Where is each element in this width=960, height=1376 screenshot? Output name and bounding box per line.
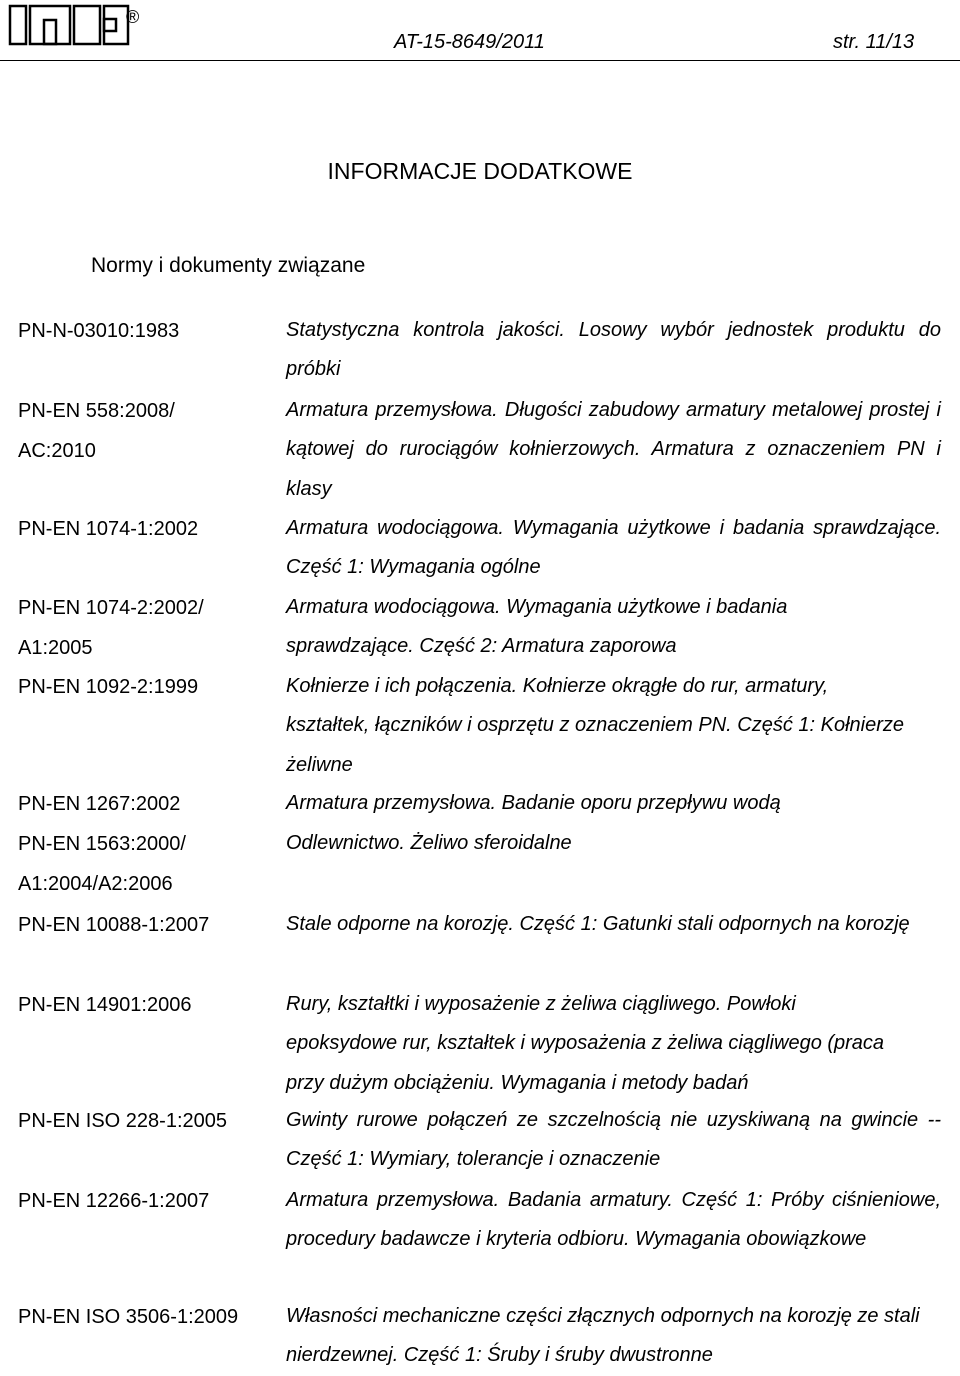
standard-code: PN-EN 14901:2006 — [18, 994, 192, 1016]
standard-title: Kołnierze i ich połączenia. Kołnierze okrągłe do rur, armatury, kształtek, łączników i osprzętu z oznaczeniem PN. Część 1: Kołnierze żeliwne — [286, 675, 905, 776]
standard-title: Statystyczna kontrola jakości. Losowy wybór jednostek produktu do próbki — [286, 319, 941, 381]
standard-title: Armatura przemysłowa. Długości zabudowy armatury metalowej prostej i kątowej do rurociągów kołnierzowych. Armatura z oznaczeniem PN i klasy — [286, 399, 941, 500]
standard-code: PN-EN 12266-1:2007 — [18, 1190, 210, 1212]
standard-title: Armatura przemysłowa. Badania armatury. Część 1: Próby ciśnieniowe, procedury badawcze i kryteria odbioru. Wymagania obowiązkowe — [286, 1189, 941, 1251]
itb-logo — [8, 2, 144, 48]
standard-title: Armatura przemysłowa. Badanie oporu przepływu wodą — [286, 792, 781, 814]
standard-code: PN-N-03010:1983 — [18, 320, 180, 342]
standard-code: PN-EN 1074-2:2002/ A1:2005 — [18, 597, 204, 659]
standard-title: Odlewnictwo. Żeliwo sferoidalne — [286, 832, 572, 854]
standard-code: PN-EN 1092-2:1999 — [18, 676, 199, 698]
page-title: INFORMACJE DODATKOWE — [327, 158, 633, 184]
standard-code: PN-EN 1074-1:2002 — [18, 518, 199, 540]
standard-code: PN-EN 558:2008/ AC:2010 — [18, 400, 175, 462]
standard-title: Gwinty rurowe połączeń ze szczelnością nie uzyskiwaną na gwincie -- Część 1: Wymiary, tolerancje i oznaczenie — [286, 1109, 941, 1171]
standard-code: PN-EN 1563:2000/ A1:2004/A2:2006 — [18, 833, 186, 895]
standard-title: Własności mechaniczne części złącznych odpornych na korozję ze stali nierdzewnej. Część 1: Śruby i śruby dwustronne — [286, 1305, 920, 1367]
standard-title: Armatura wodociągowa. Wymagania użytkowe i badania sprawdzające. Część 1: Wymagania ogólne — [286, 517, 941, 579]
registered-mark: ® — [126, 7, 140, 27]
header-rule — [0, 60, 960, 61]
page-number: str. 11/13 — [833, 31, 915, 53]
section-subtitle: Normy i dokumenty związane — [91, 254, 366, 277]
standard-code: PN-EN 1267:2002 — [18, 793, 181, 815]
standard-code: PN-EN ISO 3506-1:2009 — [18, 1306, 239, 1328]
standard-code: PN-EN ISO 228-1:2005 — [18, 1110, 227, 1132]
standard-title: Rury, kształtki i wyposażenie z żeliwa ciągliwego. Powłoki epoksydowe rur, kształtek i wyposażenia z żeliwa ciągliwego (praca przy dużym obciążeniu. Wymagania i metody badań — [286, 993, 885, 1094]
standard-code: PN-EN 10088-1:2007 — [18, 914, 210, 936]
document-code: AT-15-8649/2011 — [394, 31, 545, 53]
standard-title: Armatura wodociągowa. Wymagania użytkowe i badania sprawdzające. Część 2: Armatura zaporowa — [286, 596, 788, 658]
standard-title: Stale odporne na korozję. Część 1: Gatunki stali odpornych na korozję — [286, 913, 910, 935]
